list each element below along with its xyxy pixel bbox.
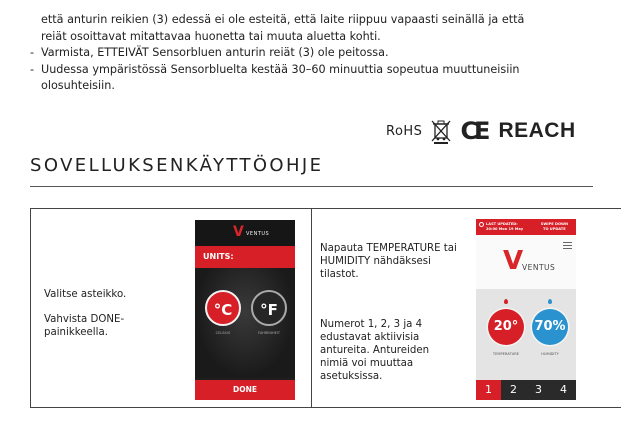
reach-mark: REACH (498, 119, 576, 142)
instruction-text: Numerot 1, 2, 3 ja 4 (320, 319, 423, 330)
readings-body (476, 289, 576, 380)
instruction-text: tilastot. (320, 269, 359, 280)
clock-icon (479, 222, 484, 227)
last-updated-label: LAST UPDATED: (486, 222, 518, 226)
sensor-tabs (476, 380, 576, 400)
left-cell-text (44, 288, 184, 339)
celsius-button[interactable]: °C (205, 290, 241, 326)
phone-dashboard-screenshot (476, 219, 576, 400)
instruction-text: edustavat aktiivisia (320, 332, 420, 343)
rohs-mark: RoHS (386, 123, 423, 139)
sensor-tab-3[interactable]: 3 (535, 383, 542, 396)
instruction-text: HUMIDITY nähdäksesi (320, 256, 431, 267)
instruction-text: painikkeella. (44, 327, 108, 338)
logo-text: VENTUS (246, 231, 270, 237)
intro-line: reiät osoittavat mitattavaa huonetta tai muuta aluetta kohti. (41, 29, 381, 43)
instruction-text: Napauta TEMPERATURE tai (320, 243, 457, 254)
sensor-tab-2[interactable]: 2 (510, 383, 517, 396)
table-divider (311, 208, 312, 408)
instruction-text: Vahvista DONE- (44, 314, 125, 325)
temperature-button[interactable]: 20° (488, 309, 524, 345)
instruction-text: nimiä voi muuttaa (320, 358, 414, 369)
intro-text (30, 12, 605, 95)
section-rule (30, 186, 593, 187)
intro-line: että anturin reikien (3) edessä ei ole esteitä, että laite riippuu vapaasti seinällä ja että (41, 13, 525, 26)
bullet-item (30, 62, 605, 79)
fahrenheit-button[interactable]: °F (251, 290, 287, 326)
right-cell-text-1 (320, 242, 475, 281)
last-updated (486, 222, 523, 232)
menu-icon[interactable] (563, 242, 572, 249)
right-cell-text-2 (320, 318, 475, 383)
droplet-icon (548, 299, 552, 304)
fahrenheit-label: FAHRENHEIT (258, 331, 280, 335)
humidity-label: HUMIDITY (541, 352, 559, 356)
sensor-tab-1[interactable]: 1 (476, 380, 501, 400)
bullet-dash: - (30, 46, 35, 59)
done-button[interactable]: DONE (195, 380, 295, 400)
swipe-hint-line: TO UPDATE (543, 227, 566, 231)
ventus-logo-icon: V (233, 224, 244, 240)
thermometer-icon (504, 299, 508, 304)
certification-marks (386, 118, 576, 144)
last-updated-value: 20:00 Mon 19 May (486, 227, 524, 231)
humidity-button[interactable]: 70% (532, 309, 568, 345)
instruction-text: asetuksissa. (320, 371, 383, 382)
update-bar[interactable] (476, 219, 576, 235)
temperature-label: TEMPERATURE (492, 352, 520, 356)
sensor-tab-4[interactable]: 4 (560, 383, 567, 396)
bullet-item (30, 45, 605, 62)
celsius-label: CELSIUS (215, 331, 231, 335)
logo-text: VENTUS (522, 263, 556, 272)
phone-units-screenshot (195, 220, 295, 400)
bullet-text: Uudessa ympäristössä Sensorbluelta kestää 30–60 minuuttia sopeutua muuttuneisiin (41, 62, 520, 76)
instruction-text: Valitse asteikko. (44, 289, 127, 300)
section-title: SOVELLUKSENKÄYTTÖOHJE (30, 155, 324, 176)
instruction-text: antureita. Antureiden (320, 345, 430, 356)
swipe-hint-line: SWIPE DOWN (540, 222, 568, 226)
intro-line: olosuhteisiin. (41, 79, 115, 92)
ventus-logo-icon: V (503, 246, 524, 276)
units-body (195, 268, 295, 378)
bullet-dash: - (30, 62, 35, 76)
bullet-text: Varmista, ETTEIVÄT Sensorbluen anturin reiät (3) ole peitossa. (41, 46, 389, 59)
swipe-hint (541, 222, 568, 232)
app-header (476, 235, 576, 289)
app-header (195, 220, 295, 246)
units-header: UNITS: (195, 246, 295, 268)
ce-mark: CE (460, 117, 487, 145)
crossed-bin-icon (430, 118, 452, 144)
